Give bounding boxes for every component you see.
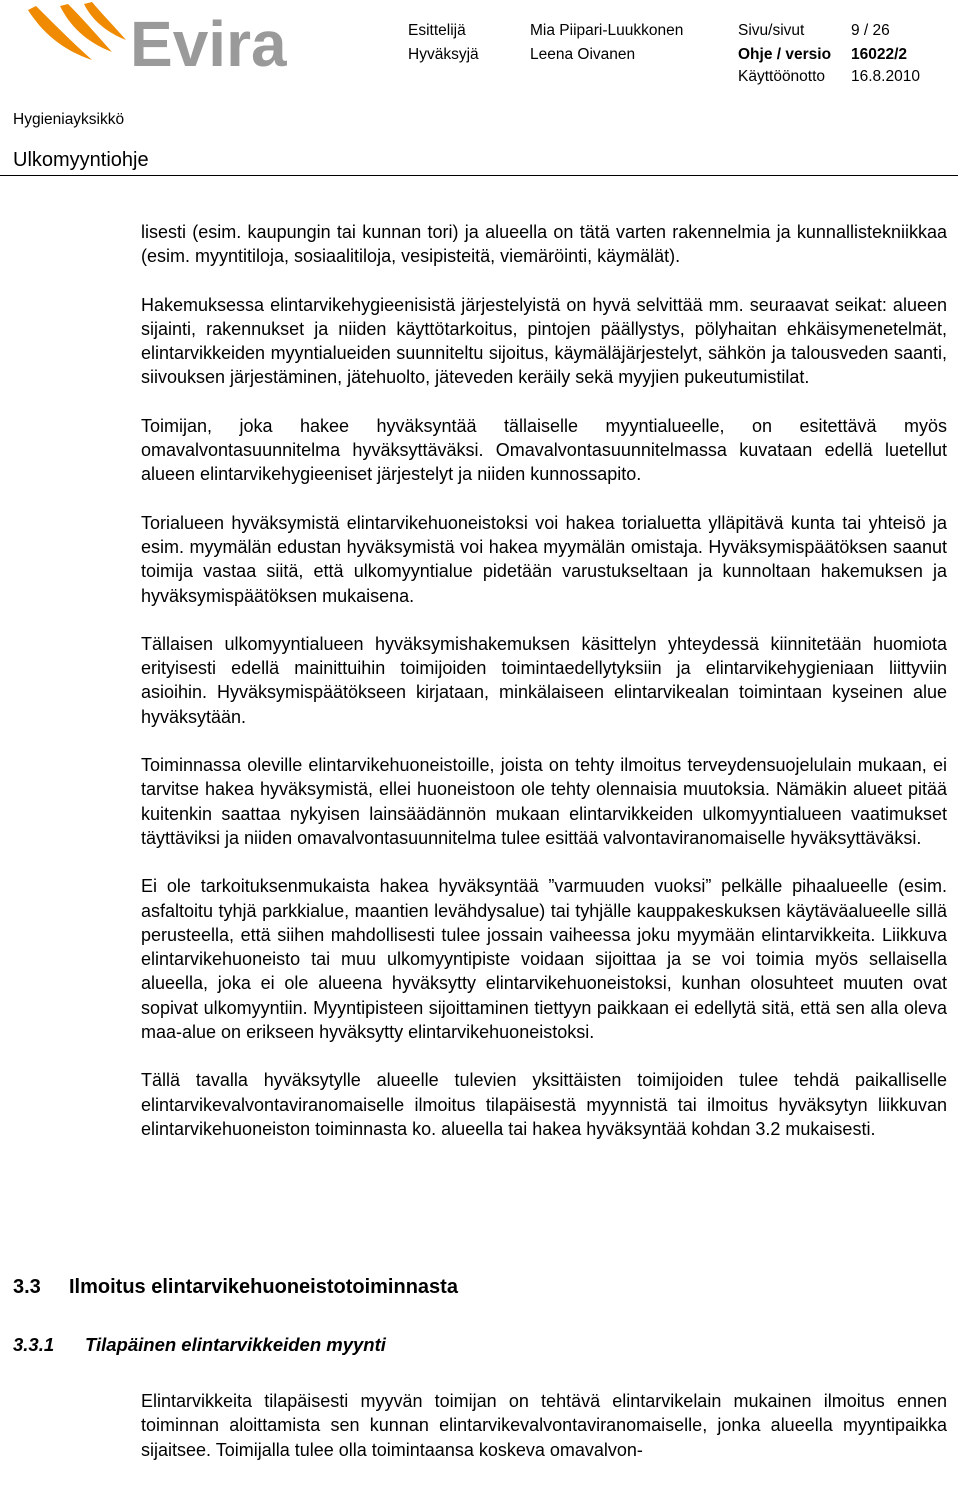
header-label-approver: Hyväksyjä [408, 46, 479, 63]
subsection-title: Tilapäinen elintarvikkeiden myynti [85, 1334, 386, 1355]
header-label-version: Ohje / versio [738, 46, 832, 63]
paragraph: Elintarvikkeita tilapäisesti myyvän toimijan on tehtävä elintarvikelain mukainen ilmoitus ennen toiminnan aloittamista sen kunnan elintarvikevalvontaviranomaiselle, jonka alueella myyntipaikka sijaitsee. Toimijalla tulee olla toimintaansa koskeva omavalvon- [141, 1391, 947, 1460]
paragraph: Hakemuksessa elintarvikehygieenisistä järjestelyistä on hyvä selvittää mm. seuraavat seikat: alueen sijainti, rakennukset ja niiden käyttötarkoitus, pintojen päällystys, pölyhaitan ehkäisymenetelmät, elintarvikkeiden myyntialueiden suunniteltu sijoitus, käymäläjärjestelyt, sähkön ja talousveden saanti, siivouksen järjestäminen, jätehuolto, jäteveden keräily sekä myyjien pukeutumistilat. [141, 294, 947, 388]
logo-wordmark: Evira [130, 8, 287, 80]
header-value-pages: 9 / 26 [851, 22, 890, 39]
paragraph: Ei ole tarkoituksenmukaista hakea hyväksyntää ”varmuuden vuoksi” pelkälle pihaalueelle (esim. asfaltoitu tyhjä parkkialue, maantien levähdysalue) tai tyhjälle kauppakeskuksen käytäväalueelle sillä perusteella, että siihen mahdollisesti tulee jossain vaiheessa joku myymään elintarvikkeita. Liikkuva elintarvikehuoneisto tai muu ulkomyyntipiste voidaan sijoittaa ja se voi toimia myös sellaisella alueella, joka ei ole alueena hyväksytty elintarvikehuoneistoksi, kunhan olosuhteet muuten ovat sopivat ulkomyyntiin. Myyntipisteen sijoittaminen tiettyyn paikkaan ei edellytä sitä, että sen alla oleva maa-alue on erikseen hyväksytty elintarvikehuoneistoksi. [141, 876, 947, 1043]
header-value-approver: Leena Oivanen [530, 46, 636, 63]
subsection-number: 3.3.1 [13, 1334, 55, 1355]
paragraph: lisesti (esim. kaupungin tai kunnan tori) ja alueella on tätä varten rakennelmia ja kunnallistekniikkaa (esim. myyntitiloja, sosiaalitiloja, vesipisteitä, viemäröinti, käymälät). [141, 222, 947, 267]
paragraph: Torialueen hyväksymistä elintarvikehuoneistoksi voi hakea torialuetta ylläpitävä kunta tai yhteisö ja esim. myymälän edustan hyväksymistä voi hakea myymälän omistaja. Hyväksymispäätöksen saanut toimija vastaa siitä, että ulkomyyntialue pidetään varustukseltaan ja kunnoltaan hakemuksen ja hyväksymispäätöksen mukaisena. [141, 512, 947, 606]
evira-logo [22, 2, 287, 82]
paragraph: Tällaisen ulkomyyntialueen hyväksymishakemuksen käsittelyn yhteydessä kiinnitetään huomiota erityisesti edellä mainittuihin toimijoiden toimintaedellytyksiin ja elintarvikehygieniaan liittyviin asioihin. Hyväksymispäätökseen kirjataan, minkälaiseen elintarvikealan toimintaan kyseinen alue hyväksytään. [141, 633, 947, 727]
header-value-effective: 16.8.2010 [851, 68, 920, 85]
paragraph: Toiminnassa oleville elintarvikehuoneistoille, joista on tehty ilmoitus terveydensuojelulain mukaan, ei tarvitse hakea hyväksymistä, ellei huoneistoon ole tehty olennaisia muutoksia. Nämäkin alueet pitää kuitenkin saattaa nykyisen lainsäädännön mukaan elintarvikkeiden ulkomyyntialueen vaatimukset täyttäviksi ja niiden omavalvontasuunnitelma tulee esittää valvontaviranomaiselle hyväksyttäväksi. [141, 755, 947, 848]
header-label-pages: Sivu/sivut [738, 22, 805, 39]
paragraph: Toimijan, joka hakee hyväksyntää tällaiselle myyntialueelle, on esitettävä myös omavalvontasuunnitelma hyväksyttäväksi. Omavalvontasuunnitelmassa kuvataan edellä luetellut alueen elintarvikehygieeniset järjestelyt ja niiden kunnossapito. [141, 415, 947, 485]
header-value-presenter: Mia Piipari-Luukkonen [530, 22, 684, 39]
paragraph: Tällä tavalla hyväksytylle alueelle tulevien yksittäisten toimijoiden tulee tehdä paikalliselle elintarvikevalvontaviranomaiselle ilmoitus tilapäisestä myynnistä tai ilmoitus hyväksytyn liikkuvan elintarvikehuoneiston toiminnasta ko. alueella tai hakea hyväksyntää kohdan 3.2 mukaisesti. [141, 1070, 947, 1139]
header-subject: Ulkomyyntiohje [13, 149, 149, 171]
header-divider [0, 175, 958, 176]
header-label-presenter: Esittelijä [408, 22, 466, 39]
section-number: 3.3 [13, 1276, 41, 1298]
document-body [141, 220, 947, 1165]
evira-logo-mark-icon [22, 2, 132, 82]
header-label-effective: Käyttöönotto [738, 68, 826, 85]
last-paragraph-container [141, 1389, 947, 1486]
section-title: Ilmoitus elintarvikehuoneistotoiminnasta [69, 1276, 458, 1298]
subsection-heading [13, 1334, 386, 1356]
header-unit: Hygieniayksikkö [13, 111, 125, 128]
header-value-version: 16022/2 [851, 46, 908, 63]
section-heading [13, 1276, 458, 1299]
